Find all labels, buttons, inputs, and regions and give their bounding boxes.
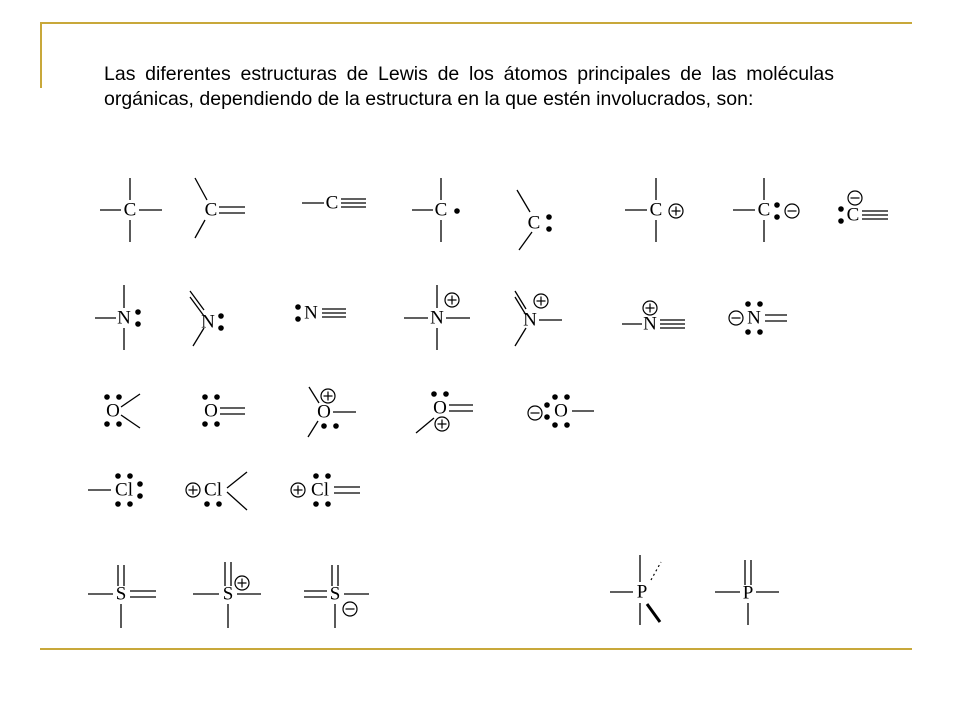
oxygen-oxonium-double-bond xyxy=(416,391,473,433)
electron-dot xyxy=(218,313,224,319)
positive-charge-icon xyxy=(534,294,548,308)
oxygen-double-bond xyxy=(202,394,245,427)
electron-dot xyxy=(115,473,121,479)
positive-charge-icon xyxy=(235,576,249,590)
negative-charge-icon xyxy=(528,406,542,420)
electron-dot xyxy=(295,304,301,310)
atom-symbol: N xyxy=(201,311,215,333)
electron-dot xyxy=(214,421,220,427)
atom-symbol: O xyxy=(433,397,447,419)
carbon-cation xyxy=(625,178,683,242)
atom-symbol: Cl xyxy=(115,479,133,501)
atom-symbol: N xyxy=(643,313,657,335)
atom-symbol: N xyxy=(747,307,761,329)
atom-symbol: Cl xyxy=(204,479,222,501)
atom-symbol: O xyxy=(106,400,120,422)
atom-symbol: N xyxy=(523,309,537,331)
atom-symbol: P xyxy=(742,582,754,604)
intro-text: Las diferentes estructuras de Lewis de los átomos principales de las moléculas orgánicas, dependiendo de la estructura en la que estén involucrados, son: xyxy=(104,63,834,110)
atom-symbol: S xyxy=(222,583,234,605)
positive-charge-icon xyxy=(669,204,683,218)
electron-dot xyxy=(431,391,437,397)
negative-charge-icon xyxy=(848,191,862,205)
nitrogen-three-bonds xyxy=(95,285,141,350)
electron-dot xyxy=(745,301,751,307)
electron-dot xyxy=(104,394,110,400)
atom-symbol: O xyxy=(554,400,568,422)
electron-dot xyxy=(115,501,121,507)
electron-dot xyxy=(135,321,141,327)
electron-dot xyxy=(218,325,224,331)
atom-symbol: C xyxy=(649,199,663,221)
atom-symbol: N xyxy=(117,307,131,329)
electron-dot xyxy=(546,226,552,232)
electron-dot xyxy=(544,402,550,408)
electron-dot xyxy=(137,481,143,487)
negative-charge-icon xyxy=(785,204,799,218)
chlorine-single-bond xyxy=(88,473,143,507)
carbon-tetrahedral xyxy=(100,178,162,242)
electron-dot xyxy=(774,202,780,208)
electron-dot xyxy=(127,473,133,479)
atom-symbol: C xyxy=(846,204,860,226)
carbon-radical xyxy=(412,178,460,242)
nitrogen-nitrilium xyxy=(622,301,685,335)
oxygen-anion xyxy=(528,394,594,428)
atom-symbol: N xyxy=(304,302,318,324)
carbon-triple-bond-anion xyxy=(838,191,888,226)
electron-dot xyxy=(546,214,552,220)
atom-symbol: Cl xyxy=(311,479,329,501)
electron-dot xyxy=(564,394,570,400)
positive-charge-icon xyxy=(435,417,449,431)
sulfur-cation xyxy=(193,562,261,628)
chlorine-chloronium xyxy=(186,472,247,510)
electron-dot xyxy=(202,421,208,427)
electron-dot xyxy=(116,394,122,400)
nitrogen-anion xyxy=(729,301,787,335)
oxygen-two-bonds xyxy=(104,394,140,428)
electron-dot xyxy=(202,394,208,400)
atom-symbol: C xyxy=(757,199,771,221)
electron-dot xyxy=(325,501,331,507)
electron-dot xyxy=(454,208,460,214)
atom-symbol: C xyxy=(434,199,448,221)
positive-charge-icon xyxy=(445,293,459,307)
atom-symbol: N xyxy=(430,307,444,329)
sulfur-anion xyxy=(304,565,369,628)
carbon-triple-bond xyxy=(302,193,366,214)
electron-dot xyxy=(116,421,122,427)
electron-dot xyxy=(127,501,133,507)
electron-dot xyxy=(313,473,319,479)
electron-dot xyxy=(214,394,220,400)
phosphorus-tetrahedral xyxy=(610,555,661,625)
electron-dot xyxy=(745,329,751,335)
negative-charge-icon xyxy=(729,311,743,325)
atom-symbol: C xyxy=(527,212,541,234)
nitrogen-ammonium xyxy=(404,285,470,350)
electron-dot xyxy=(216,501,222,507)
atom-symbol: C xyxy=(204,199,218,221)
atom-symbol: O xyxy=(317,401,331,423)
carbon-anion xyxy=(733,178,799,242)
electron-dot xyxy=(552,394,558,400)
electron-dot xyxy=(552,422,558,428)
phosphorus-double-bond xyxy=(715,560,779,625)
positive-charge-icon xyxy=(291,483,305,497)
nitrogen-iminium xyxy=(515,291,562,346)
atom-symbol: P xyxy=(636,581,648,603)
electron-dot xyxy=(321,423,327,429)
electron-dot xyxy=(774,214,780,220)
electron-dot xyxy=(104,421,110,427)
positive-charge-icon xyxy=(186,483,200,497)
nitrogen-double-bond xyxy=(190,291,224,346)
electron-dot xyxy=(757,329,763,335)
electron-dot xyxy=(838,206,844,212)
electron-dot xyxy=(295,316,301,322)
atom-symbol: S xyxy=(115,583,127,605)
atom-symbol: S xyxy=(329,583,341,605)
sulfur-sulfoxide xyxy=(88,565,156,628)
electron-dot xyxy=(204,501,210,507)
carbon-lone-pair xyxy=(517,190,552,250)
electron-dot xyxy=(135,309,141,315)
carbon-double-bond xyxy=(195,178,245,238)
negative-charge-icon xyxy=(343,602,357,616)
electron-dot xyxy=(333,423,339,429)
chlorine-double-bond xyxy=(291,473,360,507)
electron-dot xyxy=(313,501,319,507)
electron-dot xyxy=(838,218,844,224)
atom-symbol: C xyxy=(123,199,137,221)
electron-dot xyxy=(544,414,550,420)
electron-dot xyxy=(137,493,143,499)
electron-dot xyxy=(757,301,763,307)
electron-dot xyxy=(443,391,449,397)
atom-symbol: O xyxy=(204,400,218,422)
electron-dot xyxy=(325,473,331,479)
nitrogen-triple-bond xyxy=(295,303,346,324)
oxygen-oxonium xyxy=(308,387,356,437)
electron-dot xyxy=(564,422,570,428)
atom-symbol: C xyxy=(325,192,339,214)
